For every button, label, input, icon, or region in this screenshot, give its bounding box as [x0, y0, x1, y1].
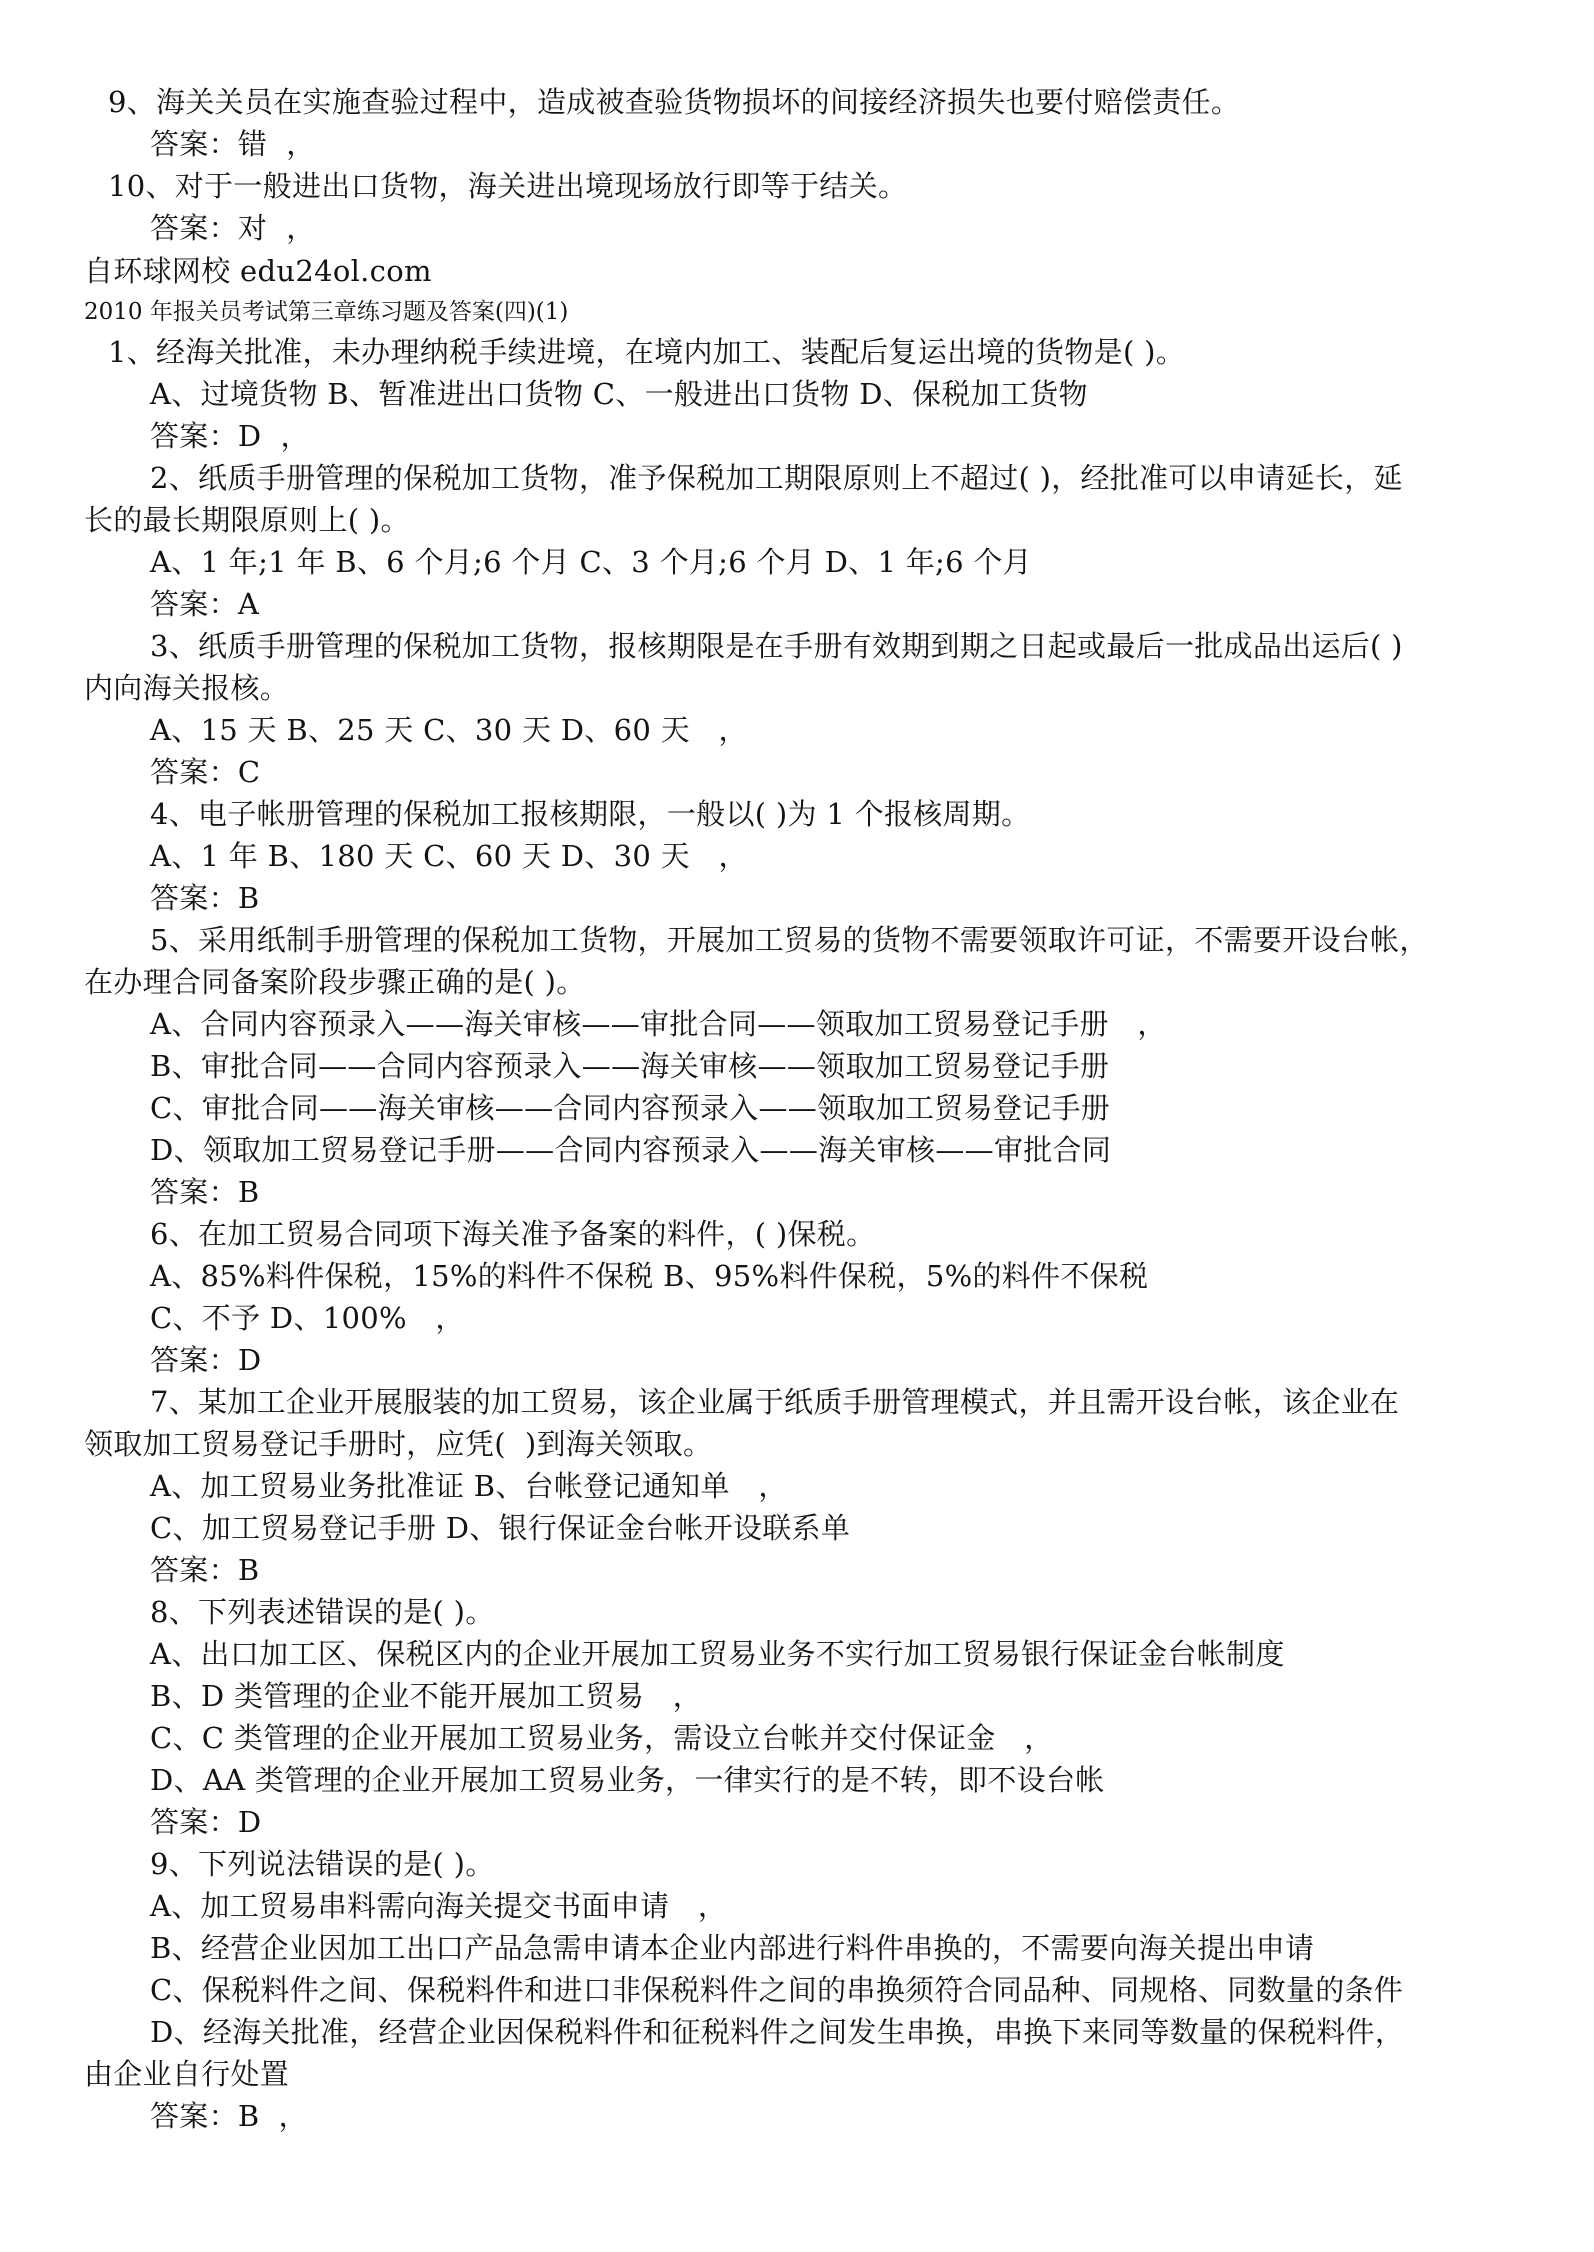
question-7-options-1: A、加工贸易业务批准证 B、台帐登记通知单 ， — [150, 1469, 788, 1503]
question-3-stem-cont: 内向海关报核。 — [84, 671, 290, 705]
question-9-stem: 9、下列说法错误的是( )。 — [150, 1847, 495, 1881]
section-title: 2010 年报关员考试第三章练习题及答案(四)(1) — [84, 299, 569, 325]
question-3-stem: 3、纸质手册管理的保税加工货物，报核期限是在手册有效期到期之日起或最后一批成品出运后( ) — [150, 629, 1403, 663]
question-6-stem: 6、在加工贸易合同项下海关准予备案的料件，( )保税。 — [150, 1217, 876, 1251]
question-5-stem: 5、采用纸制手册管理的保税加工货物，开展加工贸易的货物不需要领取许可证，不需要开设台帐， — [150, 923, 1429, 957]
question-7-stem-cont: 领取加工贸易登记手册时，应凭( )到海关领取。 — [84, 1427, 713, 1461]
question-5-option-b: B、审批合同——合同内容预录入——海关审核——领取加工贸易登记手册 — [150, 1049, 1110, 1083]
question-5-option-c: C、审批合同——海关审核——合同内容预录入——领取加工贸易登记手册 — [150, 1091, 1111, 1125]
question-7-answer: 答案：B — [150, 1553, 260, 1587]
question-2-answer: 答案：A — [150, 587, 260, 621]
question-2-options: A、1 年;1 年 B、6 个月;6 个月 C、3 个月;6 个月 D、1 年;6 个月 — [150, 545, 1032, 579]
question-9-option-d-cont: 由企业自行处置 — [84, 2057, 290, 2091]
question-1-options: A、过境货物 B、暂准进出口货物 C、一般进出口货物 D、保税加工货物 — [150, 377, 1088, 411]
question-8-answer: 答案：D — [150, 1805, 262, 1839]
question-1-answer: 答案：D ， — [150, 419, 310, 453]
question-7-options-2: C、加工贸易登记手册 D、银行保证金台帐开设联系单 — [150, 1511, 851, 1545]
prev-answer-9: 答案：错 ， — [150, 127, 316, 161]
question-4-options: A、1 年 B、180 天 C、60 天 D、30 天 ， — [150, 839, 748, 873]
question-9-answer: 答案：B ， — [150, 2099, 308, 2133]
question-5-option-a: A、合同内容预录入——海关审核——审批合同——领取加工贸易登记手册 ， — [150, 1007, 1167, 1041]
question-5-answer: 答案：B — [150, 1175, 260, 1209]
question-6-options-1: A、85%料件保税，15%的料件不保税 B、95%料件保税，5%的料件不保税 — [150, 1259, 1149, 1293]
prev-question-9: 9、海关关员在实施查验过程中，造成被查验货物损坏的间接经济损失也要付赔偿责任。 — [108, 85, 1241, 119]
question-8-stem: 8、下列表述错误的是( )。 — [150, 1595, 495, 1629]
question-2-stem: 2、纸质手册管理的保税加工货物，准予保税加工期限原则上不超过( )，经批准可以申请延长，延 — [150, 461, 1403, 495]
question-4-stem: 4、电子帐册管理的保税加工报核期限，一般以( )为 1 个报核周期。 — [150, 797, 1031, 831]
question-8-option-b: B、D 类管理的企业不能开展加工贸易 ， — [150, 1679, 703, 1713]
question-8-option-c: C、C 类管理的企业开展加工贸易业务，需设立台帐并交付保证金 ， — [150, 1721, 1054, 1755]
question-4-answer: 答案：B — [150, 881, 260, 915]
question-9-option-c: C、保税料件之间、保税料件和进口非保税料件之间的串换须符合同品种、同规格、同数量的条件 — [150, 1973, 1404, 2007]
question-9-option-b: B、经营企业因加工出口产品急需申请本企业内部进行料件串换的，不需要向海关提出申请 — [150, 1931, 1315, 1965]
question-5-stem-cont: 在办理合同备案阶段步骤正确的是( )。 — [84, 965, 586, 999]
source-note: 自环球网校 edu24ol.com — [84, 254, 432, 288]
prev-question-10: 10、对于一般进出口货物，海关进出境现场放行即等于结关。 — [108, 169, 908, 203]
prev-answer-10: 答案：对 ， — [150, 211, 316, 245]
question-8-option-d: D、AA 类管理的企业开展加工贸易业务，一律实行的是不转，即不设台帐 — [150, 1763, 1105, 1797]
question-6-options-2: C、不予 D、100% ， — [150, 1301, 465, 1335]
question-9-option-a: A、加工贸易串料需向海关提交书面申请 ， — [150, 1889, 728, 1923]
question-7-stem: 7、某加工企业开展服装的加工贸易，该企业属于纸质手册管理模式，并且需开设台帐，该企业在 — [150, 1385, 1400, 1419]
question-8-option-a: A、出口加工区、保税区内的企业开展加工贸易业务不实行加工贸易银行保证金台帐制度 — [150, 1637, 1285, 1671]
question-3-answer: 答案：C — [150, 755, 261, 789]
question-6-answer: 答案：D — [150, 1343, 262, 1377]
question-2-stem-cont: 长的最长期限原则上( )。 — [84, 503, 410, 537]
question-3-options: A、15 天 B、25 天 C、30 天 D、60 天 ， — [150, 713, 748, 747]
question-5-option-d: D、领取加工贸易登记手册——合同内容预录入——海关审核——审批合同 — [150, 1133, 1112, 1167]
question-1-stem: 1、经海关批准，未办理纳税手续进境，在境内加工、装配后复运出境的货物是( )。 — [108, 335, 1185, 369]
question-9-option-d: D、经海关批准，经营企业因保税料件和征税料件之间发生串换，串换下来同等数量的保税料件， — [150, 2015, 1405, 2049]
